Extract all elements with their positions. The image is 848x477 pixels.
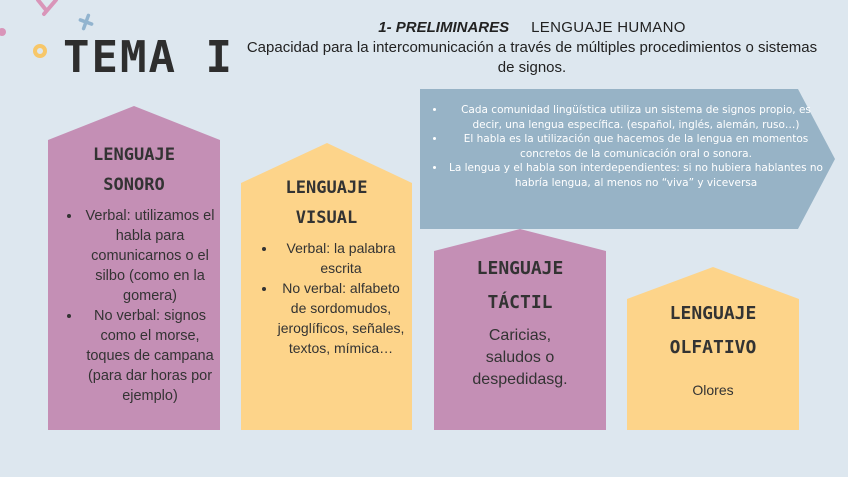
card-label-line: OLFATIVO bbox=[669, 337, 757, 358]
card-label bbox=[627, 297, 799, 365]
pink-dot-icon bbox=[0, 28, 6, 36]
header bbox=[232, 18, 832, 78]
notes-arrow bbox=[420, 89, 835, 229]
card-label bbox=[241, 173, 412, 233]
card-lenguaje-visual bbox=[241, 143, 412, 430]
pink-cross-icon bbox=[38, 0, 56, 14]
card-label-line: LENGUAJE bbox=[93, 145, 175, 165]
card-label-line: TÁCTIL bbox=[487, 292, 553, 313]
card-label bbox=[48, 140, 220, 200]
section-heading: LENGUAJE HUMANO bbox=[531, 19, 686, 36]
yellow-ring-icon bbox=[35, 46, 45, 56]
card-lenguaje-sonoro bbox=[48, 106, 220, 430]
card-label-line: SONORO bbox=[103, 175, 165, 195]
list-item: • Verbal: utilizamos el habla para comunicarnos o el silbo (como en la gomera) bbox=[82, 206, 218, 306]
list-item: • No verbal: signos como el morse, toques de campana (para dar horas por ejemplo) bbox=[82, 306, 218, 406]
note-item: • Cada comunidad lingüística utiliza un sistema de signos propio, es decir, una lengua específica. (español, inglés, alemán, ruso…) bbox=[446, 103, 826, 132]
card-label-line: LENGUAJE bbox=[285, 178, 368, 198]
card-lenguaje-tactil bbox=[434, 229, 606, 430]
note-item: • El habla es la utilización que hacemos de la lengua en momentos concretos de la comunicación oral o sonora. bbox=[446, 132, 826, 161]
section-description: Capacidad para la intercomunicación a través de múltiples procedimientos o sistemas de signos. bbox=[246, 39, 818, 76]
card-text: Olores bbox=[692, 382, 734, 398]
card-list bbox=[52, 206, 218, 406]
slide-title: TEMA I bbox=[63, 32, 234, 83]
list-item: • Verbal: la palabra escrita bbox=[277, 238, 405, 278]
card-text: Caricias, saludos o despedidasg. bbox=[472, 327, 568, 388]
section-label: 1- PRELIMINARES bbox=[378, 19, 510, 36]
card-list bbox=[247, 238, 405, 358]
card-label bbox=[434, 252, 606, 320]
note-item: • La lengua y el habla son interdependientes: si no hubiera hablantes no habría lengua, al menos no “viva” y viceversa bbox=[446, 161, 826, 190]
card-label-line: LENGUAJE bbox=[476, 258, 564, 279]
list-item: • No verbal: alfabeto de sordomudos, jeroglíficos, señales, textos, mímica… bbox=[277, 278, 405, 358]
card-lenguaje-olfativo bbox=[627, 267, 799, 430]
card-label-line: LENGUAJE bbox=[669, 303, 757, 324]
card-label-line: VISUAL bbox=[295, 208, 358, 228]
notes-list bbox=[428, 103, 826, 190]
